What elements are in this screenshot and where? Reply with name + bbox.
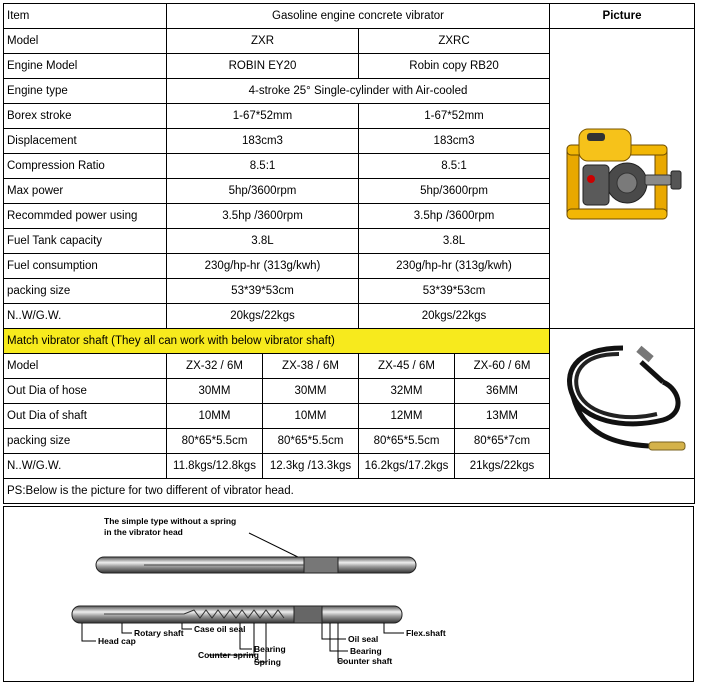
cell-zxr: ZXR	[167, 29, 359, 54]
shaft-cell: 80*65*5.5cm	[359, 429, 455, 454]
cell-zxr: ROBIN EY20	[167, 54, 359, 79]
shaft-cell: 11.8kgs/12.8kgs	[167, 454, 263, 479]
row-label: Out Dia of shaft	[4, 404, 167, 429]
match-shaft-note: Match vibrator shaft (They all can work with below vibrator shaft)	[4, 329, 550, 354]
label-flex-shaft: Flex.shaft	[406, 628, 446, 638]
cell-zxrc: 3.8L	[359, 229, 550, 254]
label-bearing-1: Bearing	[254, 644, 286, 654]
shaft-cell: 80*65*5.5cm	[167, 429, 263, 454]
row-label: Compression Ratio	[4, 154, 167, 179]
label-head-cap: Head cap	[98, 636, 136, 646]
shaft-cell: 12MM	[359, 404, 455, 429]
shaft-cell: 10MM	[263, 404, 359, 429]
vibrator-shaft-image	[553, 334, 693, 464]
shaft-cell: ZX-38 / 6M	[263, 354, 359, 379]
label-case-oil-seal: Case oil seal	[194, 624, 246, 634]
shaft-cell: 16.2kgs/17.2kgs	[359, 454, 455, 479]
cell-zxr: 5hp/3600rpm	[167, 179, 359, 204]
shaft-cell: 36MM	[455, 379, 550, 404]
cell-zxrc: ZXRC	[359, 29, 550, 54]
label-spring: Spring	[254, 657, 281, 667]
cell-zxrc: 8.5:1	[359, 154, 550, 179]
shaft-cell: 30MM	[167, 379, 263, 404]
shaft-cell: 21kgs/22kgs	[455, 454, 550, 479]
diagram-title-line2: in the vibrator head	[104, 527, 183, 537]
shaft-cell: ZX-32 / 6M	[167, 354, 263, 379]
cell-zxr: 230g/hp-hr (313g/kwh)	[167, 254, 359, 279]
shaft-cell: 13MM	[455, 404, 550, 429]
vibrator-head-diagram	[3, 506, 694, 682]
header-title: Gasoline engine concrete vibrator	[167, 4, 550, 29]
header-picture: Picture	[550, 4, 695, 29]
cell-zxrc: 53*39*53cm	[359, 279, 550, 304]
cell-zxr: 53*39*53cm	[167, 279, 359, 304]
engine-picture-cell	[550, 29, 695, 329]
cell-zxr: 183cm3	[167, 129, 359, 154]
cell-zxrc: 20kgs/22kgs	[359, 304, 550, 329]
shaft-picture-cell	[550, 329, 695, 479]
row-label: packing size	[4, 429, 167, 454]
row-label: Engine Model	[4, 54, 167, 79]
cell-engine-type: 4-stroke 25° Single-cylinder with Air-cooled	[167, 79, 550, 104]
row-label: Recommded power using	[4, 204, 167, 229]
row-label: Model	[4, 29, 167, 54]
cell-zxrc: 183cm3	[359, 129, 550, 154]
shaft-cell: 12.3kg /13.3kgs	[263, 454, 359, 479]
shaft-cell: 80*65*5.5cm	[263, 429, 359, 454]
row-label: N..W/G.W.	[4, 454, 167, 479]
cell-zxr: 3.5hp /3600rpm	[167, 204, 359, 229]
shaft-cell: 30MM	[263, 379, 359, 404]
cell-zxrc: 1-67*52mm	[359, 104, 550, 129]
cell-zxrc: Robin copy RB20	[359, 54, 550, 79]
label-counter-shaft: Counter shaft	[337, 656, 393, 666]
cell-zxr: 8.5:1	[167, 154, 359, 179]
label-rotary-shaft: Rotary shaft	[134, 628, 184, 638]
cell-zxr: 3.8L	[167, 229, 359, 254]
shaft-cell: ZX-45 / 6M	[359, 354, 455, 379]
row-label: Displacement	[4, 129, 167, 154]
label-oil-seal: Oil seal	[348, 634, 379, 644]
header-item: Item	[4, 4, 167, 29]
label-counter-spring: Counter spring	[198, 650, 259, 660]
spec-sheet	[3, 3, 694, 680]
vibrator-engine-image	[553, 119, 693, 229]
row-label: Fuel Tank capacity	[4, 229, 167, 254]
row-label: Fuel consumption	[4, 254, 167, 279]
label-bearing-2: Bearing	[350, 646, 382, 656]
diagram-title-line1: The simple type without a spring	[104, 516, 237, 526]
row-label: Engine type	[4, 79, 167, 104]
cell-zxr: 1-67*52mm	[167, 104, 359, 129]
cell-zxrc: 5hp/3600rpm	[359, 179, 550, 204]
cell-zxrc: 3.5hp /3600rpm	[359, 204, 550, 229]
shaft-cell: 10MM	[167, 404, 263, 429]
shaft-cell: 32MM	[359, 379, 455, 404]
vibrator-head-drawing	[4, 507, 693, 681]
cell-zxrc: 230g/hp-hr (313g/kwh)	[359, 254, 550, 279]
row-label: Out Dia of hose	[4, 379, 167, 404]
row-label: N..W/G.W.	[4, 304, 167, 329]
row-label: Model	[4, 354, 167, 379]
spec-table	[3, 3, 695, 504]
shaft-cell: ZX-60 / 6M	[455, 354, 550, 379]
shaft-cell: 80*65*7cm	[455, 429, 550, 454]
row-label: packing size	[4, 279, 167, 304]
ps-note: PS:Below is the picture for two different of vibrator head.	[4, 479, 695, 504]
cell-zxr: 20kgs/22kgs	[167, 304, 359, 329]
row-label: Max power	[4, 179, 167, 204]
row-label: Borex stroke	[4, 104, 167, 129]
